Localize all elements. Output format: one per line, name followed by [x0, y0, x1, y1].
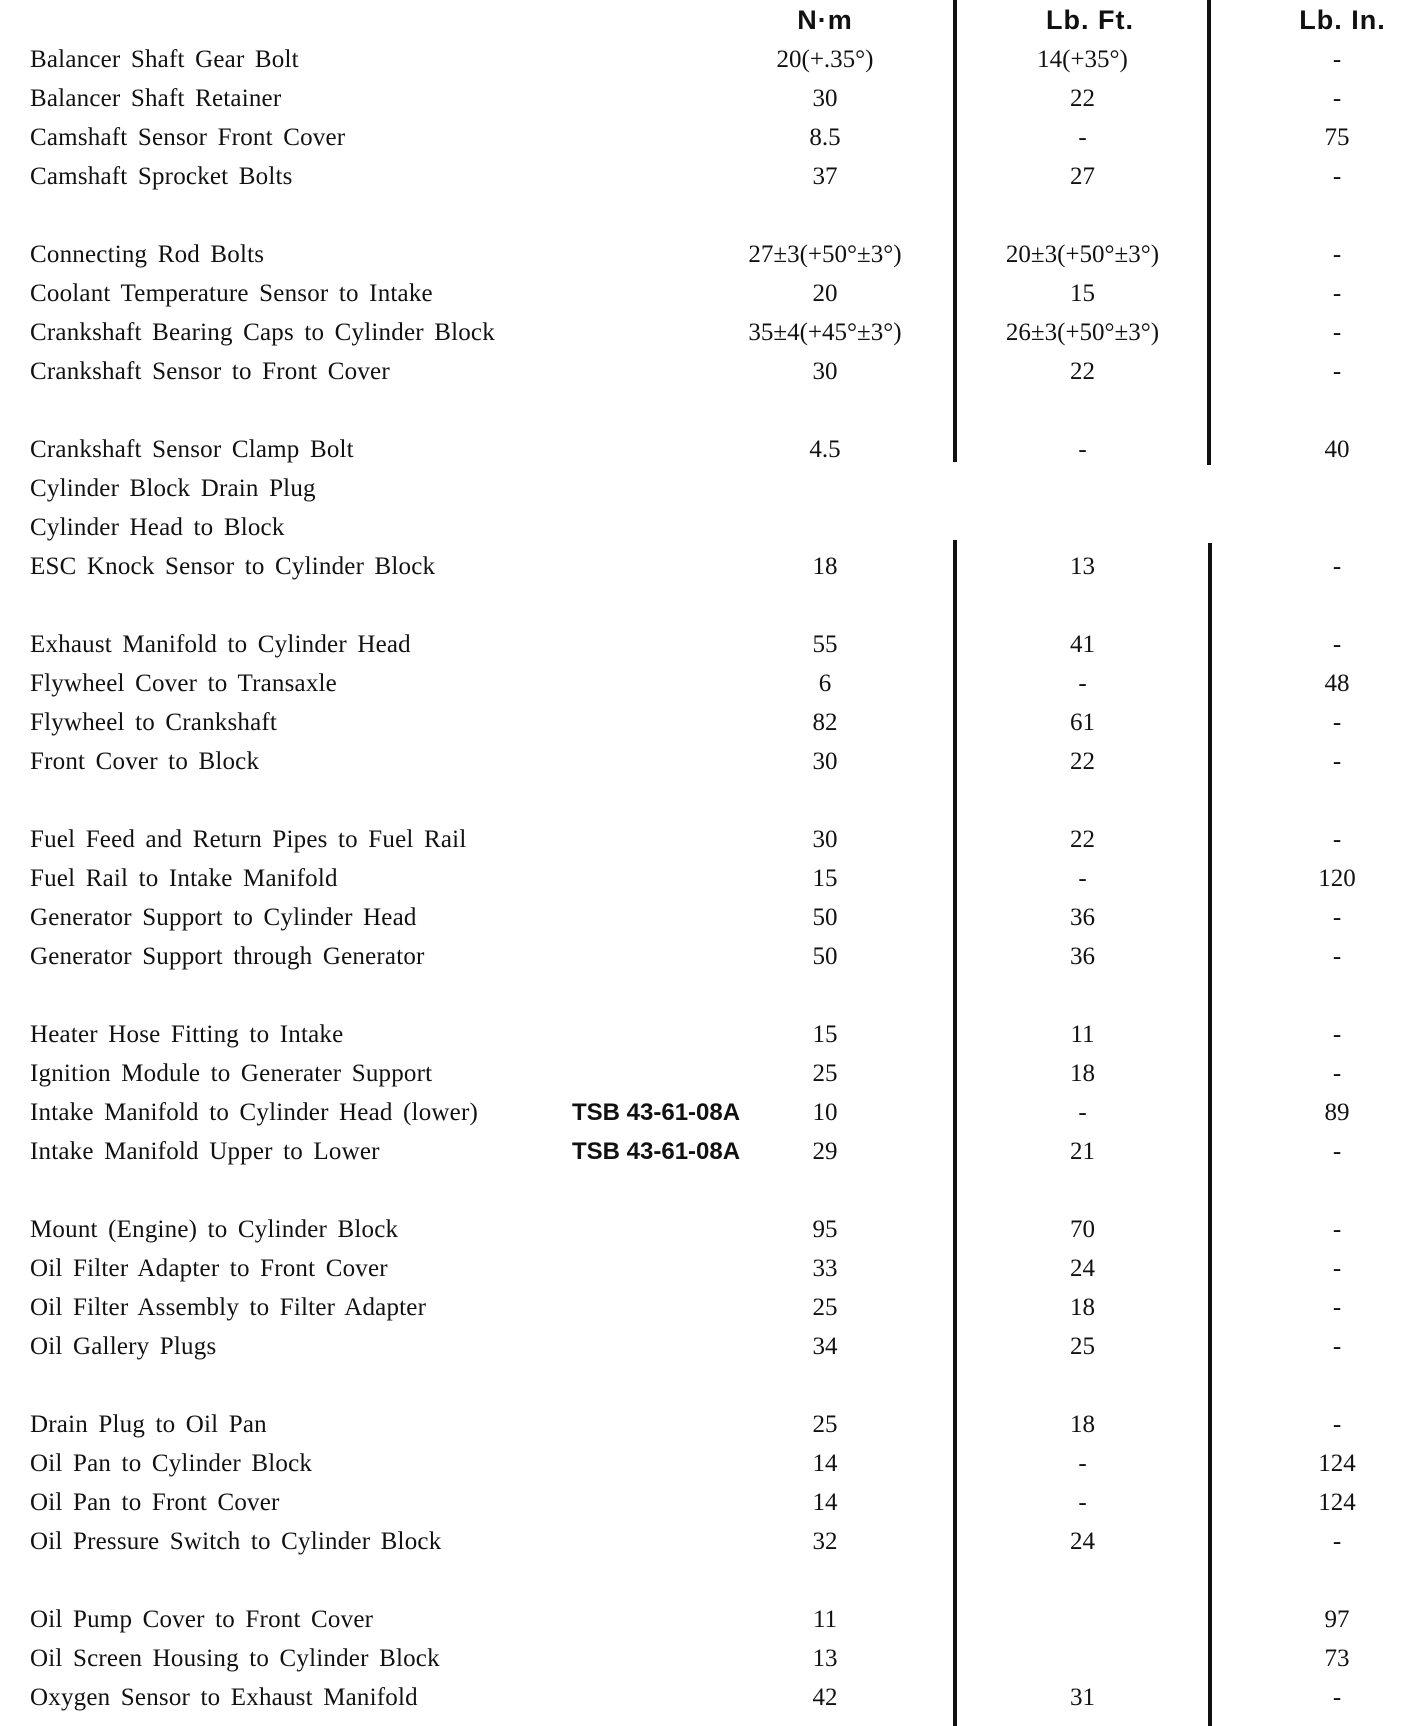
table-row — [0, 40, 1408, 79]
table-row — [0, 703, 1408, 742]
value-lb-in: 124 — [1318, 1450, 1356, 1477]
component-label: Fuel Rail to Intake Manifold — [30, 865, 338, 892]
value-lb-in: - — [1332, 241, 1342, 268]
component-label: Oil Filter Assembly to Filter Adapter — [30, 1294, 427, 1321]
value-nm: 25 — [812, 1294, 838, 1321]
value-nm: 32 — [812, 1528, 838, 1555]
component-label: Heater Hose Fitting to Intake — [30, 1021, 344, 1048]
value-nm: 55 — [812, 631, 838, 658]
value-lb-in: - — [1332, 46, 1342, 73]
component-label: Cylinder Block Drain Plug — [30, 475, 316, 502]
value-nm: 82 — [812, 709, 838, 736]
value-lb-ft: 24 — [1070, 1255, 1095, 1282]
component-label: Crankshaft Sensor to Front Cover — [30, 358, 390, 385]
value-lb-in: - — [1332, 826, 1342, 853]
header-nm: N·m — [797, 5, 853, 35]
value-lb-in: - — [1332, 904, 1342, 931]
component-label: Coolant Temperature Sensor to Intake — [30, 280, 433, 307]
value-lb-ft: 70 — [1070, 1216, 1095, 1243]
value-lb-ft: 18 — [1070, 1294, 1095, 1321]
component-label: Fuel Feed and Return Pipes to Fuel Rail — [30, 826, 467, 853]
value-lb-ft: 22 — [1070, 748, 1095, 775]
header-lb-in: Lb. In. — [1299, 5, 1386, 35]
value-lb-in: - — [1332, 358, 1342, 385]
value-nm: 30 — [812, 826, 838, 853]
value-nm: 95 — [812, 1216, 838, 1243]
value-lb-in: - — [1332, 748, 1342, 775]
table-row — [0, 1210, 1408, 1249]
table-row — [0, 430, 1408, 469]
component-label: Oil Screen Housing to Cylinder Block — [30, 1645, 440, 1672]
tsb-reference: TSB 43-61-08A — [572, 1099, 741, 1126]
tsb-reference: TSB 43-61-08A — [572, 1138, 741, 1165]
table-row — [0, 1288, 1408, 1327]
table-row — [0, 1639, 1408, 1678]
component-label: Oil Gallery Plugs — [30, 1333, 217, 1360]
component-label: Flywheel to Crankshaft — [30, 709, 278, 736]
table-row — [0, 625, 1408, 664]
table-row — [0, 508, 1408, 547]
value-nm: 20 — [812, 280, 838, 307]
component-label: Flywheel Cover to Transaxle — [30, 670, 337, 697]
value-lb-ft: 18 — [1070, 1411, 1095, 1438]
value-lb-in: 97 — [1324, 1606, 1350, 1633]
value-nm: 10 — [812, 1099, 838, 1126]
table-row — [0, 79, 1408, 118]
component-label: Oil Pressure Switch to Cylinder Block — [30, 1528, 442, 1555]
table-row — [0, 937, 1408, 976]
value-nm: 25 — [812, 1060, 838, 1087]
component-label: Connecting Rod Bolts — [30, 241, 265, 268]
value-lb-in: - — [1332, 1255, 1342, 1282]
component-label: ESC Knock Sensor to Cylinder Block — [30, 553, 436, 580]
value-nm: 37 — [812, 163, 838, 190]
value-lb-ft: 25 — [1070, 1333, 1095, 1360]
value-nm: 18 — [812, 553, 838, 580]
value-nm: 4.5 — [809, 436, 841, 463]
value-nm: 14 — [812, 1450, 838, 1477]
value-lb-in: - — [1332, 1021, 1342, 1048]
value-lb-in: - — [1332, 1333, 1342, 1360]
value-lb-ft: 13 — [1070, 553, 1095, 580]
value-lb-ft: 21 — [1070, 1138, 1095, 1165]
value-lb-ft: 41 — [1070, 631, 1095, 658]
component-label: Mount (Engine) to Cylinder Block — [30, 1216, 399, 1243]
value-lb-in: - — [1332, 85, 1342, 112]
value-lb-in: - — [1332, 1411, 1342, 1438]
table-row — [0, 1093, 1408, 1132]
table-row — [0, 1483, 1408, 1522]
component-label: Oil Pan to Cylinder Block — [30, 1450, 313, 1477]
component-label: Exhaust Manifold to Cylinder Head — [30, 631, 411, 658]
table-row — [0, 1678, 1408, 1717]
component-label: Camshaft Sensor Front Cover — [30, 124, 346, 151]
value-lb-in: - — [1332, 1138, 1342, 1165]
header-lb-ft: Lb. Ft. — [1046, 5, 1134, 35]
component-label: Generator Support through Generator — [30, 943, 425, 970]
value-lb-ft: 31 — [1070, 1684, 1095, 1711]
value-nm: 30 — [812, 85, 838, 112]
value-nm: 35±4(+45°±3°) — [748, 319, 902, 346]
value-lb-ft: - — [1078, 670, 1087, 697]
value-lb-in: - — [1332, 943, 1342, 970]
value-lb-ft: 24 — [1070, 1528, 1095, 1555]
value-lb-ft: 36 — [1070, 943, 1095, 970]
value-lb-in: - — [1332, 1216, 1342, 1243]
value-nm: 29 — [812, 1138, 838, 1165]
value-nm: 14 — [812, 1489, 838, 1516]
table-row — [0, 235, 1408, 274]
component-label: Oxygen Sensor to Exhaust Manifold — [30, 1684, 418, 1711]
component-label: Front Cover to Block — [30, 748, 260, 775]
component-label: Intake Manifold Upper to Lower — [30, 1138, 380, 1165]
value-lb-in: - — [1332, 1294, 1342, 1321]
value-lb-ft: 61 — [1070, 709, 1095, 736]
value-lb-in: - — [1332, 631, 1342, 658]
table-row — [0, 118, 1408, 157]
value-nm: 20(+.35°) — [776, 46, 874, 73]
value-lb-in: - — [1332, 319, 1342, 346]
value-lb-in: 40 — [1324, 436, 1350, 463]
value-lb-in: 48 — [1324, 670, 1350, 697]
component-label: Intake Manifold to Cylinder Head (lower) — [30, 1099, 479, 1126]
value-nm: 6 — [818, 670, 832, 697]
table-row — [0, 820, 1408, 859]
value-nm: 13 — [812, 1645, 838, 1672]
table-row — [0, 352, 1408, 391]
value-nm: 30 — [812, 748, 838, 775]
value-nm: 27±3(+50°±3°) — [748, 241, 902, 268]
table-row — [0, 157, 1408, 196]
table-row — [0, 742, 1408, 781]
table-row — [0, 1522, 1408, 1561]
value-nm: 30 — [812, 358, 838, 385]
component-label: Crankshaft Bearing Caps to Cylinder Block — [30, 319, 495, 346]
table-row — [0, 547, 1408, 586]
component-label: Oil Filter Adapter to Front Cover — [30, 1255, 388, 1282]
table-row — [0, 859, 1408, 898]
component-label: Oil Pump Cover to Front Cover — [30, 1606, 374, 1633]
value-lb-ft: 15 — [1070, 280, 1095, 307]
table-row — [0, 274, 1408, 313]
value-nm: 25 — [812, 1411, 838, 1438]
component-label: Balancer Shaft Retainer — [30, 85, 282, 112]
torque-table — [0, 40, 1408, 1717]
table-row — [0, 313, 1408, 352]
value-lb-in: 73 — [1324, 1645, 1350, 1672]
table-row — [0, 664, 1408, 703]
table-row — [0, 469, 1408, 508]
value-nm: 42 — [812, 1684, 838, 1711]
value-lb-ft: 11 — [1070, 1021, 1095, 1048]
value-lb-ft: - — [1078, 1489, 1087, 1516]
component-label: Drain Plug to Oil Pan — [30, 1411, 267, 1438]
value-nm: 50 — [812, 904, 838, 931]
component-label: Balancer Shaft Gear Bolt — [30, 46, 299, 73]
value-lb-in: 89 — [1324, 1099, 1350, 1126]
value-nm: 33 — [812, 1255, 838, 1282]
value-lb-ft: 22 — [1070, 85, 1095, 112]
value-nm: 8.5 — [809, 124, 841, 151]
table-row — [0, 1015, 1408, 1054]
value-nm: 15 — [812, 1021, 838, 1048]
value-nm: 11 — [812, 1606, 838, 1633]
value-lb-ft: 22 — [1070, 826, 1095, 853]
value-nm: 34 — [812, 1333, 838, 1360]
value-lb-in: 75 — [1324, 124, 1350, 151]
value-lb-ft: 20±3(+50°±3°) — [1005, 241, 1160, 268]
value-nm: 15 — [812, 865, 838, 892]
component-label: Camshaft Sprocket Bolts — [30, 163, 293, 190]
value-lb-ft: - — [1078, 436, 1087, 463]
component-label: Oil Pan to Front Cover — [30, 1489, 280, 1516]
value-lb-ft: - — [1078, 124, 1087, 151]
value-lb-in: 124 — [1318, 1489, 1356, 1516]
value-nm: 50 — [812, 943, 838, 970]
value-lb-in: - — [1332, 709, 1342, 736]
component-label: Generator Support to Cylinder Head — [30, 904, 417, 931]
component-label: Crankshaft Sensor Clamp Bolt — [30, 436, 354, 463]
table-row — [0, 1405, 1408, 1444]
table-row — [0, 1054, 1408, 1093]
value-lb-ft: 18 — [1070, 1060, 1095, 1087]
component-label: Cylinder Head to Block — [30, 514, 285, 541]
table-row — [0, 1249, 1408, 1288]
value-lb-ft: - — [1078, 1450, 1087, 1477]
value-lb-ft: - — [1078, 1099, 1087, 1126]
value-lb-in: - — [1332, 553, 1342, 580]
value-lb-ft: 26±3(+50°±3°) — [1005, 319, 1160, 346]
table-row — [0, 1444, 1408, 1483]
value-lb-ft: 36 — [1070, 904, 1095, 931]
table-row — [0, 898, 1408, 937]
value-lb-in: - — [1332, 163, 1342, 190]
value-lb-in: 120 — [1318, 865, 1356, 892]
value-lb-in: - — [1332, 280, 1342, 307]
component-label: Ignition Module to Generater Support — [30, 1060, 433, 1087]
value-lb-in: - — [1332, 1528, 1342, 1555]
table-row — [0, 1132, 1408, 1171]
value-lb-ft: 14(+35°) — [1037, 46, 1128, 73]
value-lb-ft: 22 — [1070, 358, 1095, 385]
table-row — [0, 1600, 1408, 1639]
value-lb-ft: - — [1078, 865, 1087, 892]
value-lb-in: - — [1332, 1060, 1342, 1087]
value-lb-in: - — [1332, 1684, 1342, 1711]
table-row — [0, 1327, 1408, 1366]
value-lb-ft: 27 — [1070, 163, 1095, 190]
